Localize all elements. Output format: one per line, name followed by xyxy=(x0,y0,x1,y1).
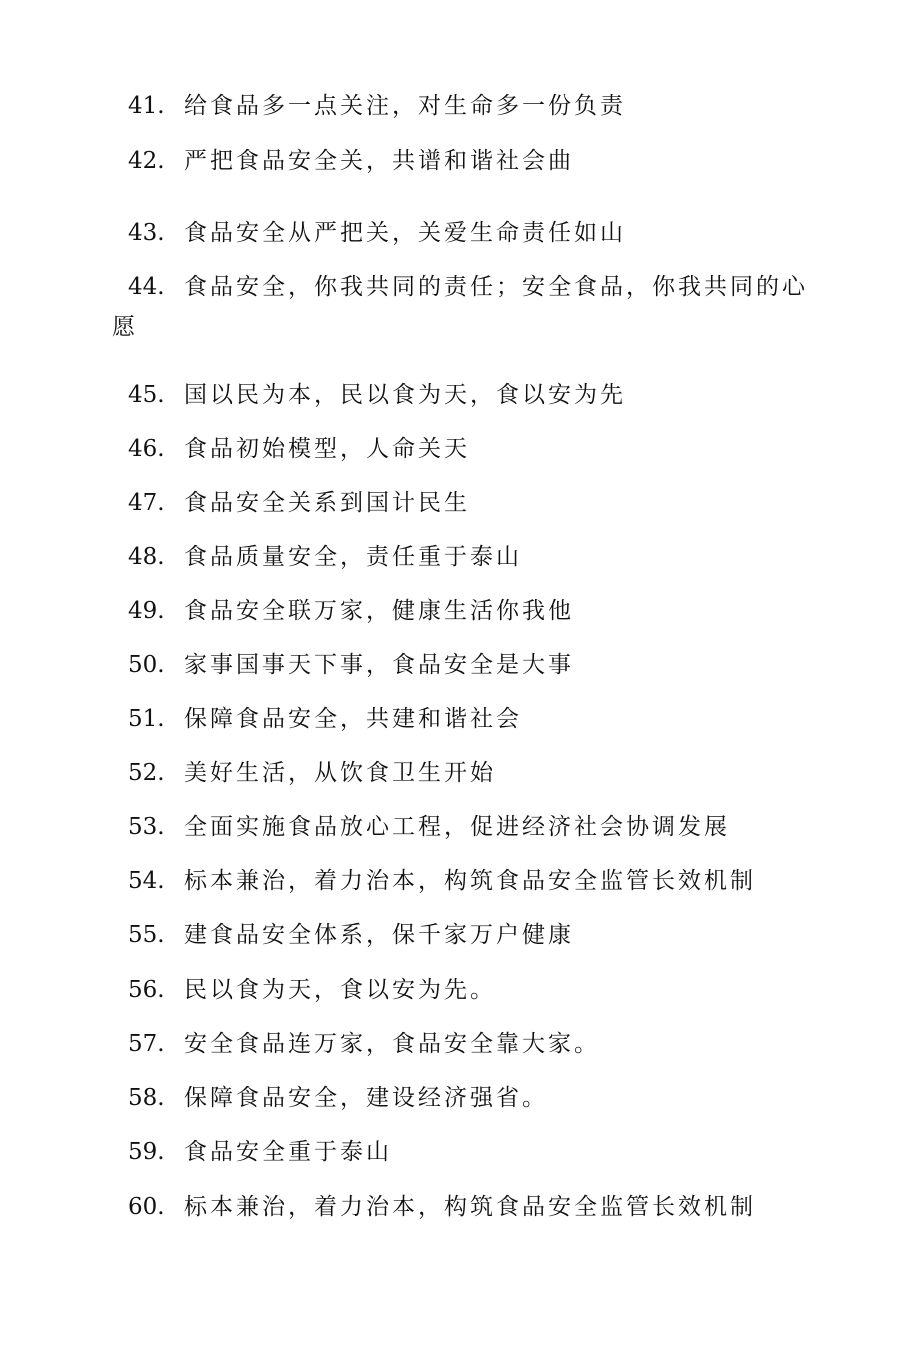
item-number: 53. xyxy=(128,814,165,840)
list-item xyxy=(128,90,828,122)
item-text: 民以食为天，食以安为先。 xyxy=(184,977,496,1003)
item-text: 美好生活，从饮食卫生开始 xyxy=(184,760,496,786)
item-text: 保障食品安全，共建和谐社会 xyxy=(184,706,522,732)
item-number: 55. xyxy=(128,922,165,948)
item-number: 47. xyxy=(128,490,165,516)
list-item xyxy=(128,217,828,249)
item-number: 44. xyxy=(128,274,165,300)
item-number: 52. xyxy=(128,760,165,786)
item-number: 49. xyxy=(128,598,165,624)
list-item xyxy=(128,865,828,897)
item-number: 56. xyxy=(128,977,165,1003)
item-text: 安全食品连万家，食品安全靠大家。 xyxy=(184,1031,600,1057)
item-text: 家事国事天下事，食品安全是大事 xyxy=(184,652,574,678)
item-number: 58. xyxy=(128,1085,165,1111)
item-text: 保障食品安全，建设经济强省。 xyxy=(184,1085,548,1111)
item-number: 54. xyxy=(128,868,165,894)
item-text: 标本兼治，着力治本，构筑食品安全监管长效机制 xyxy=(184,868,756,894)
list-item xyxy=(128,649,828,681)
item-text: 严把食品安全关，共谱和谐社会曲 xyxy=(184,148,574,174)
list-item xyxy=(128,541,828,573)
item-text: 食品安全从严把关，关爱生命责任如山 xyxy=(184,220,626,246)
list-item xyxy=(128,1082,828,1114)
list-item xyxy=(128,974,828,1006)
list-item xyxy=(128,703,828,735)
item-text: 食品质量安全，责任重于泰山 xyxy=(184,544,522,570)
item-number: 42. xyxy=(128,148,165,174)
item-text: 食品安全联万家，健康生活你我他 xyxy=(184,598,574,624)
item-text: 建食品安全体系，保千家万户健康 xyxy=(184,922,574,948)
list-item xyxy=(128,1028,828,1060)
list-item xyxy=(128,145,828,177)
item-number: 50. xyxy=(128,652,165,678)
list-item xyxy=(128,811,828,843)
item-text: 全面实施食品放心工程，促进经济社会协调发展 xyxy=(184,814,730,840)
item-text: 食品安全，你我共同的责任；安全食品，你我共同的心 xyxy=(184,274,808,300)
item-text: 食品安全重于泰山 xyxy=(184,1139,392,1165)
item-number: 48. xyxy=(128,544,165,570)
item-number: 59. xyxy=(128,1139,165,1165)
item-number: 41. xyxy=(128,93,165,119)
item-text: 国以民为本，民以食为天，食以安为先 xyxy=(184,382,626,408)
list-item xyxy=(128,487,828,519)
list-item xyxy=(128,757,828,789)
list-item xyxy=(128,379,828,411)
list-item xyxy=(128,1136,828,1168)
item-number: 45. xyxy=(128,382,165,408)
item-number: 43. xyxy=(128,220,165,246)
item-number: 60. xyxy=(128,1194,165,1220)
item-text: 食品安全关系到国计民生 xyxy=(184,490,470,516)
item-number: 57. xyxy=(128,1031,165,1057)
list-item xyxy=(112,271,828,340)
list-item xyxy=(128,919,828,951)
item-number: 51. xyxy=(128,706,165,732)
item-text: 食品初始模型，人命关天 xyxy=(184,436,470,462)
list-item xyxy=(128,595,828,627)
list-item xyxy=(128,1191,828,1223)
item-text-continuation: 愿 xyxy=(112,314,138,340)
item-number: 46. xyxy=(128,436,165,462)
item-text: 标本兼治，着力治本，构筑食品安全监管长效机制 xyxy=(184,1194,756,1220)
item-text: 给食品多一点关注，对生命多一份负责 xyxy=(184,93,626,119)
list-item xyxy=(128,433,828,465)
